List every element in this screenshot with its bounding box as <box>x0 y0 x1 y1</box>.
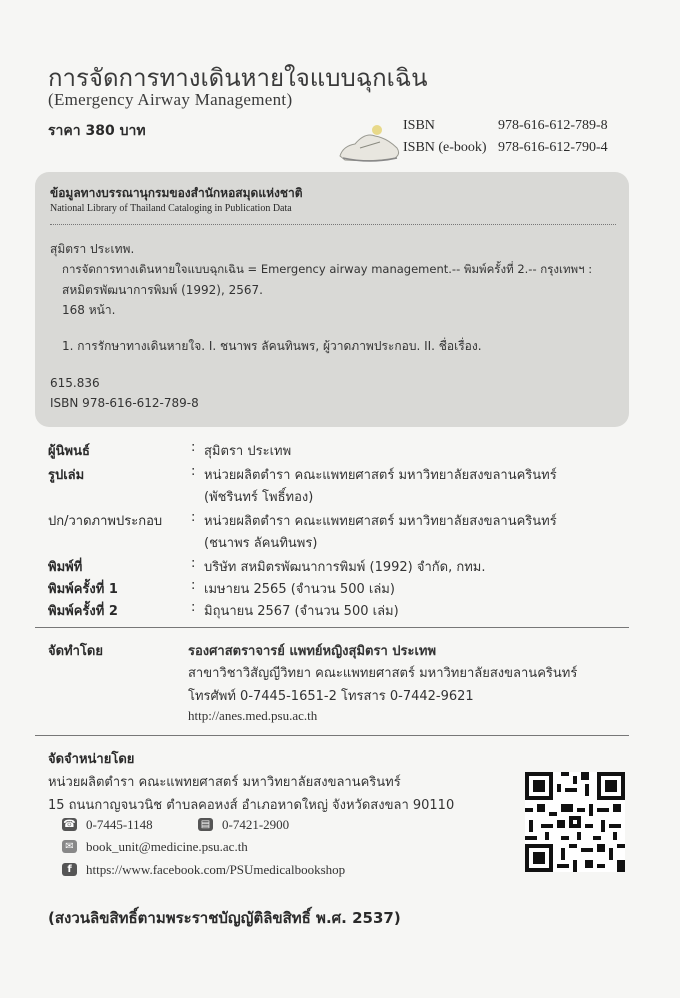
credit-colon: : <box>191 600 196 615</box>
credit-value-layout: หน่วยผลิตตำรา คณะแพทยศาสตร์ มหาวิทยาลัยสงขลานครินทร์ <box>204 468 557 483</box>
distributor-facebook[interactable]: https://www.facebook.com/PSUmedicalbookshop <box>86 862 346 877</box>
book-price: ราคา 380 บาท <box>48 123 146 139</box>
divider <box>35 735 629 736</box>
distributor-name: หน่วยผลิตตำรา คณะแพทยศาสตร์ มหาวิทยาลัยสงขลานครินทร์ <box>48 775 401 790</box>
producer-department: สาขาวิชาวิสัญญีวิทยา คณะแพทยศาสตร์ มหาวิทยาลัยสงขลานครินทร์ <box>188 666 578 681</box>
credit-label-second-print: พิมพ์ครั้งที่ 2 <box>48 604 118 619</box>
credit-colon: : <box>191 578 196 593</box>
producer-name: รองศาสตราจารย์ แพทย์หญิงสุมิตรา ประเทพ <box>188 644 437 659</box>
credit-colon: : <box>191 510 196 525</box>
distributor-label: จัดจำหน่ายโดย <box>48 752 135 767</box>
credit-label-cover: ปก/วาดภาพประกอบ <box>48 514 163 529</box>
credit-label-first-print: พิมพ์ครั้งที่ 1 <box>48 582 118 597</box>
facebook-icon: f <box>62 863 77 876</box>
cip-author: สุมิตรา ประเทพ. <box>50 242 135 256</box>
credit-value-printer: บริษัท สหมิตรพัฒนาการพิมพ์ (1992) จำกัด, กทม. <box>204 560 486 575</box>
credit-value-author: สุมิตรา ประเทพ <box>204 444 292 459</box>
cip-divider <box>50 224 616 225</box>
distributor-fax: 0-7421-2900 <box>222 817 290 832</box>
cip-heading-english: National Library of Thailand Cataloging in Publication Data <box>50 203 292 214</box>
credit-colon: : <box>191 464 196 479</box>
cip-title-line: การจัดการทางเดินหายใจแบบฉุกเฉิน = Emergency airway management.-- พิมพ์ครั้งที่ 2.-- กรุงเทพฯ : <box>62 262 593 276</box>
cip-subjects: 1. การรักษาทางเดินหายใจ. I. ชนาพร ลัคนทินพร, ผู้วาดภาพประกอบ. II. ชื่อเรื่อง. <box>62 339 482 353</box>
credit-value-cover: หน่วยผลิตตำรา คณะแพทยศาสตร์ มหาวิทยาลัยสงขลานครินทร์ <box>204 514 557 529</box>
cip-class-number: 615.836 <box>50 376 100 390</box>
credit-colon: : <box>191 440 196 455</box>
producer-label: จัดทำโดย <box>48 644 103 659</box>
phone-icon: ☎ <box>63 819 76 830</box>
cip-isbn: ISBN 978-616-612-789-8 <box>50 396 199 410</box>
distributor-email[interactable]: book_unit@medicine.psu.ac.th <box>86 839 248 854</box>
credit-colon: : <box>191 556 196 571</box>
credit-label-layout: รูปเล่ม <box>48 468 85 483</box>
producer-phone-fax: โทรศัพท์ 0-7445-1651-2 โทรสาร 0-7442-9621 <box>188 689 474 704</box>
qr-code[interactable] <box>525 772 625 872</box>
credit-value-second-print: มิถุนายน 2567 (จำนวน 500 เล่ม) <box>204 604 399 619</box>
distributor-address: 15 ถนนกาญจนวนิช ตำบลคอหงส์ อำเภอหาดใหญ่ จังหวัดสงขลา 90110 <box>48 798 455 813</box>
cip-pages: 168 หน้า. <box>62 303 116 317</box>
sneaker-illustration <box>335 118 405 168</box>
credit-value-cover-person: (ชนาพร ลัคนทินพร) <box>204 536 318 551</box>
book-title-thai: การจัดการทางเดินหายใจแบบฉุกเฉิน <box>48 64 428 92</box>
credit-value-first-print: เมษายน 2565 (จำนวน 500 เล่ม) <box>204 582 395 597</box>
cip-publisher-line: สหมิตรพัฒนาการพิมพ์ (1992), 2567. <box>62 283 263 297</box>
distributor-phone: 0-7445-1148 <box>86 817 153 832</box>
isbn-value: 978-616-612-789-8 <box>498 118 608 133</box>
email-icon: ✉ <box>62 840 77 853</box>
isbn-label: ISBN <box>403 118 435 133</box>
producer-url[interactable]: http://anes.med.psu.ac.th <box>188 708 318 723</box>
isbn-ebook-label: ISBN (e-book) <box>403 140 487 155</box>
credit-value-layout-person: (พัชรินทร์ โพธิ์ทอง) <box>204 490 314 505</box>
divider <box>35 627 629 628</box>
credit-label-printer: พิมพ์ที่ <box>48 560 83 575</box>
book-title-english: (Emergency Airway Management) <box>48 90 293 109</box>
fax-icon: ▤ <box>198 818 213 831</box>
copyright-notice: (สงวนลิขสิทธิ์ตามพระราชบัญญัติลิขสิทธิ์ พ.ศ. 2537) <box>48 909 401 927</box>
isbn-ebook-value: 978-616-612-790-4 <box>498 140 608 155</box>
cip-heading-thai: ข้อมูลทางบรรณานุกรมของสำนักหอสมุดแห่งชาติ <box>50 186 303 200</box>
credit-label-author: ผู้นิพนธ์ <box>48 444 90 459</box>
